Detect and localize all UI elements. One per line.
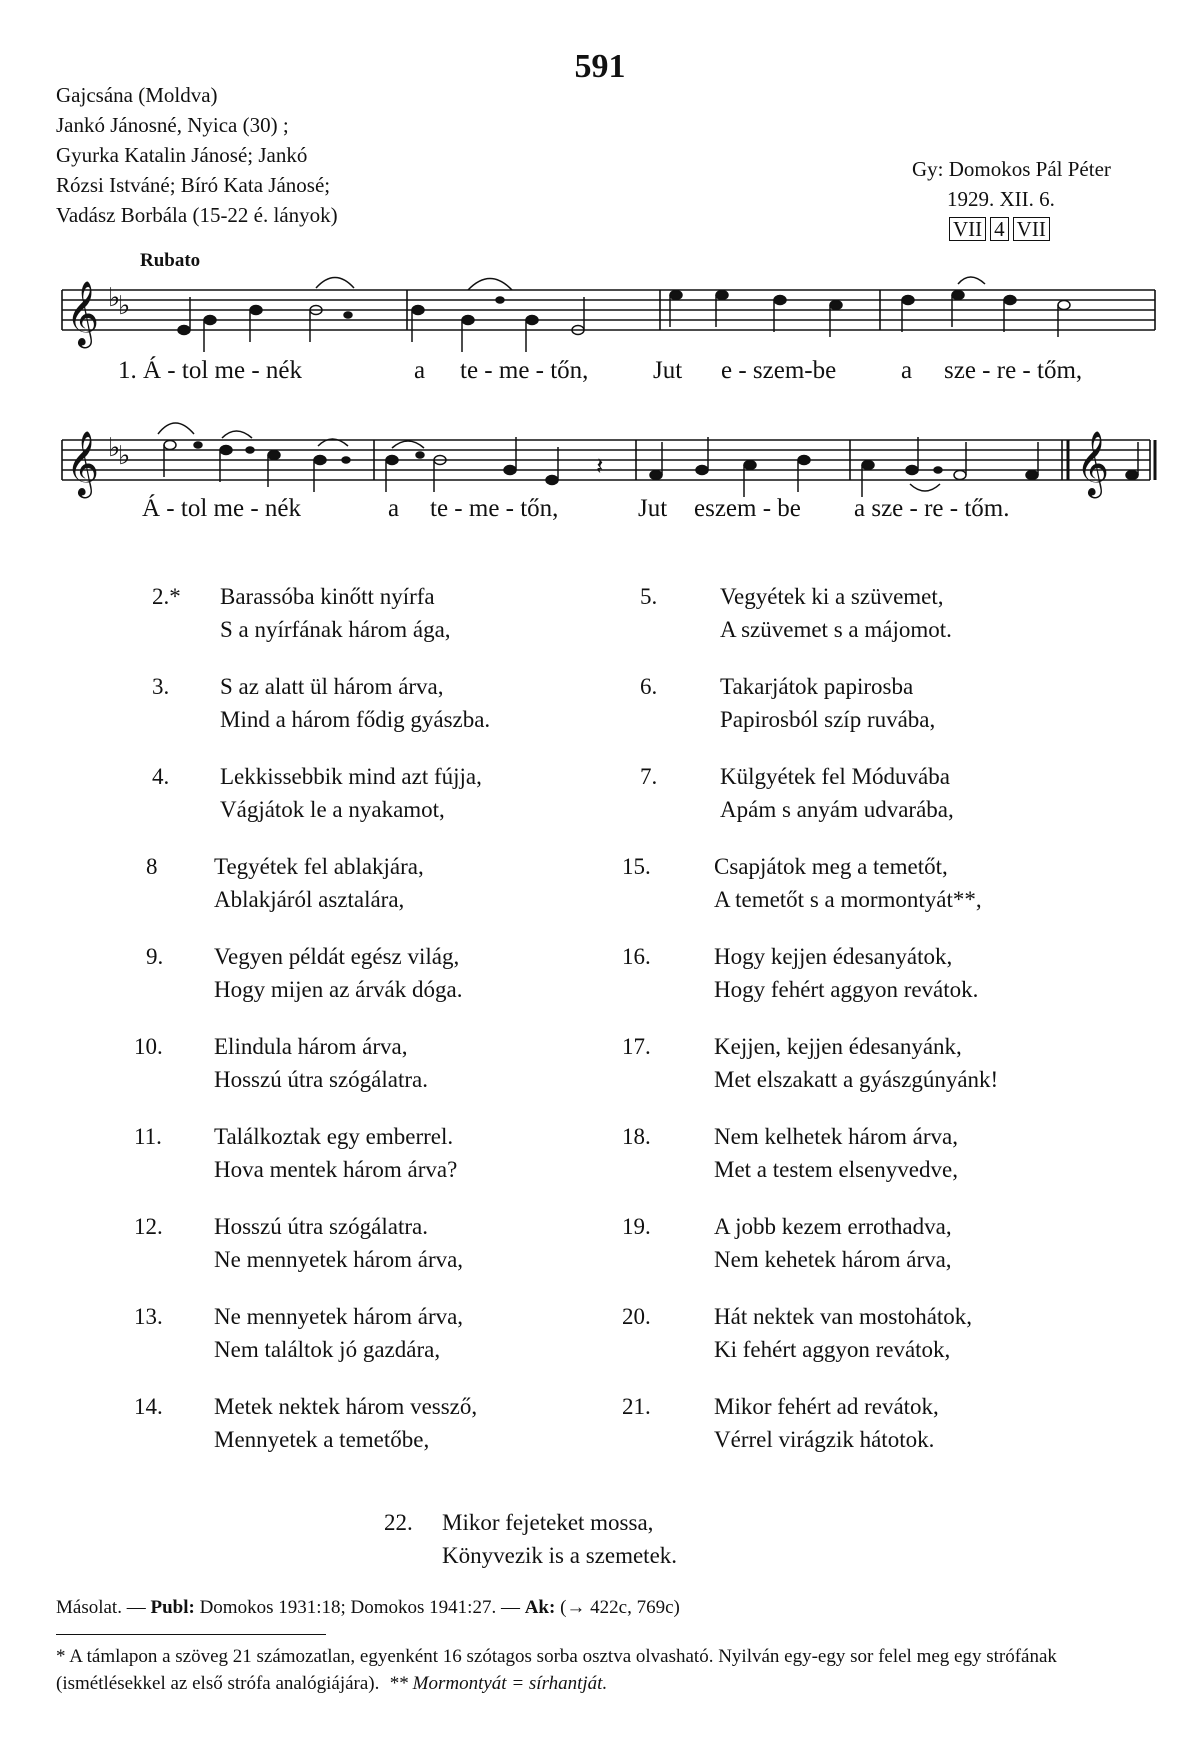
verse-line: Hát nektek van mostohátok, [714,1304,973,1329]
svg-text:♭: ♭ [118,291,131,320]
verse-line: A jobb kezem errothadva, [714,1214,952,1239]
svg-text:♭: ♭ [108,283,121,312]
verse-number: 7. [640,764,658,789]
verse-line: Hova mentek három árva? [214,1157,458,1182]
verse-line: Mikor fehért ad revátok, [714,1394,939,1419]
verse-line: Papirosból szíp ruvába, [720,707,936,732]
verse-line: Külgyétek fel Móduvába [720,764,950,789]
svg-text:♭: ♭ [108,433,121,462]
verse-line: A temetőt s a mormontyát**, [714,887,982,912]
ak-label: Ak: [524,1597,556,1618]
lyric-syllables: a [414,357,426,384]
verse-line: Vegyen példát egész világ, [214,944,460,969]
song-source-info [56,80,338,230]
collector-info [912,154,1111,244]
verse-line: Mind a három fődig gyászba. [220,707,491,732]
verse-line: Met a testem elsenyvedve, [714,1157,958,1182]
verse-line: Tegyétek fel ablakjára, [214,854,424,879]
verse-line: Nem találtok jó gazdára, [214,1337,441,1362]
verse-line: Apám s anyám udvarába, [720,797,954,822]
lyric-syllables: eszem - be [694,495,801,522]
verse-line: Könyvezik is a szemetek. [442,1543,678,1568]
tempo-marking: Rubato [140,250,201,271]
code-box: 4 [990,217,1009,241]
verse-line: Vérrel virágzik hátotok. [714,1427,935,1452]
publ-text: Domokos 1931:18; Domokos 1941:27. — [194,1597,520,1618]
verse-line: Takarjátok papirosba [720,674,914,699]
verse-number: 6. [640,674,658,699]
svg-text:𝄞: 𝄞 [66,431,100,496]
verse-number: 11. [134,1124,162,1149]
verse-line: Ne mennyetek három árva, [214,1304,464,1329]
verse-number: 4. [152,764,170,789]
verse-line: Barassóba kinőtt nyírfa [220,584,435,609]
verse-number: 16. [622,944,651,969]
lyric-syllables: Á - tol me - nék [142,495,301,522]
source-line: Vadász Borbála (15-22 é. lányok) [56,203,338,227]
source-line: Gajcsána (Moldva) [56,83,218,107]
lyric-syllables: 1. Á - tol me - nék [118,357,302,384]
footnote-note2: ** Mormontyát = sírhantját. [388,1673,608,1694]
verse-line: Kejjen, kejjen édesanyánk, [714,1034,962,1059]
lyric-syllables: te - me - tőn, [430,495,559,522]
verse-number: 22. [384,1510,413,1535]
verse-line: Elindula három árva, [214,1034,408,1059]
page-number: 591 [574,48,626,85]
verse-line: Vágjátok le a nyakamot, [220,797,445,822]
source-line: Gyurka Katalin Jánosé; Jankó [56,143,308,167]
lyric-syllables: sze - re - tőm, [944,357,1083,384]
verse-number: 18. [622,1124,651,1149]
verse-line: Hosszú útra szógálatra. [214,1214,428,1239]
verse-line: Hosszú útra szógálatra. [214,1067,428,1092]
lyric-syllables: a [901,357,913,384]
ak-text: (→ 422c, 769c) [555,1597,680,1618]
lyric-syllables: Jut [653,357,683,384]
verse-line: Vegyétek ki a szüvemet, [720,584,944,609]
verse-number: 15. [622,854,651,879]
verse-line: Nem kehetek három árva, [714,1247,952,1272]
footnote-text: * A támlapon a szöveg 21 számozatlan, egyenként 16 szótagos sorba osztva olvasható. Nyilván egy-egy sor felel meg egy strófának (ismétlésekkel az első strófa analógiájára). [56,1646,1057,1694]
footnote-divider [56,1634,326,1635]
lyric-syllables: te - me - tőn, [460,357,589,384]
verse-line: Ablakjáról asztalára, [214,887,405,912]
verse-number: 12. [134,1214,163,1239]
source-line: Rózsi Istváné; Bíró Kata Jánosé; [56,173,331,197]
verse-number: 10. [134,1034,163,1059]
source-line: Jankó Jánosné, Nyica (30) ; [56,113,289,137]
verse-line: Hogy kejjen édesanyátok, [714,944,953,969]
lyric-syllables: a [388,495,400,522]
verse-line: Lekkissebbik mind azt fújja, [220,764,482,789]
lyric-syllables: a sze - re - tőm. [854,495,1010,522]
verse-number: 20. [622,1304,651,1329]
code-box: VII [949,217,986,241]
verse-line: Mikor fejeteket mossa, [442,1510,654,1535]
verse-line: Met elszakatt a gyászgúnyánk! [714,1067,999,1092]
verse-number: 14. [134,1394,163,1419]
collector-name: Gy: Domokos Pál Péter [912,157,1111,181]
verse-number: 3. [152,674,170,699]
verse-line: Hogy fehért aggyon revátok. [714,977,979,1002]
verse-line: Csapjátok meg a temetőt, [714,854,948,879]
verse-number: 8 [146,854,158,879]
verse-line: Metek nektek három vessző, [214,1394,478,1419]
verse-number: 17. [622,1034,651,1059]
verse-line: S az alatt ül három árva, [220,674,444,699]
verse-line: Hogy mijen az árvák dóga. [214,977,463,1002]
copy-note: Másolat. — [56,1597,146,1618]
verse-number: 2.* [152,584,181,609]
verse-line: Ki fehért aggyon revátok, [714,1337,951,1362]
verse-line: Mennyetek a temetőbe, [214,1427,430,1452]
verse-line: Találkoztak egy emberrel. [214,1124,454,1149]
footnote [56,1643,1156,1697]
classification-code [912,214,1111,244]
svg-text:♭: ♭ [118,441,131,470]
svg-text:𝄽: 𝄽 [596,454,604,480]
code-box: VII [1013,217,1050,241]
svg-text:𝄞: 𝄞 [66,281,100,346]
verse-number: 9. [146,944,164,969]
lyric-syllables: Jut [638,495,668,522]
verse-line: S a nyírfának három ága, [220,617,451,642]
lyric-syllables: e - szem-be [721,357,837,384]
verse-line: Nem kelhetek három árva, [714,1124,958,1149]
verse-number: 21. [622,1394,651,1419]
verse-number: 13. [134,1304,163,1329]
verse-number: 19. [622,1214,651,1239]
verse-number: 5. [640,584,658,609]
publ-label: Publ: [150,1597,195,1618]
svg-text:𝄞: 𝄞 [1076,431,1110,496]
verse-line: A szüvemet s a májomot. [720,617,952,642]
verse-line: Ne mennyetek három árva, [214,1247,464,1272]
collection-date: 1929. XII. 6. [947,187,1055,211]
publication-info [56,1597,680,1619]
